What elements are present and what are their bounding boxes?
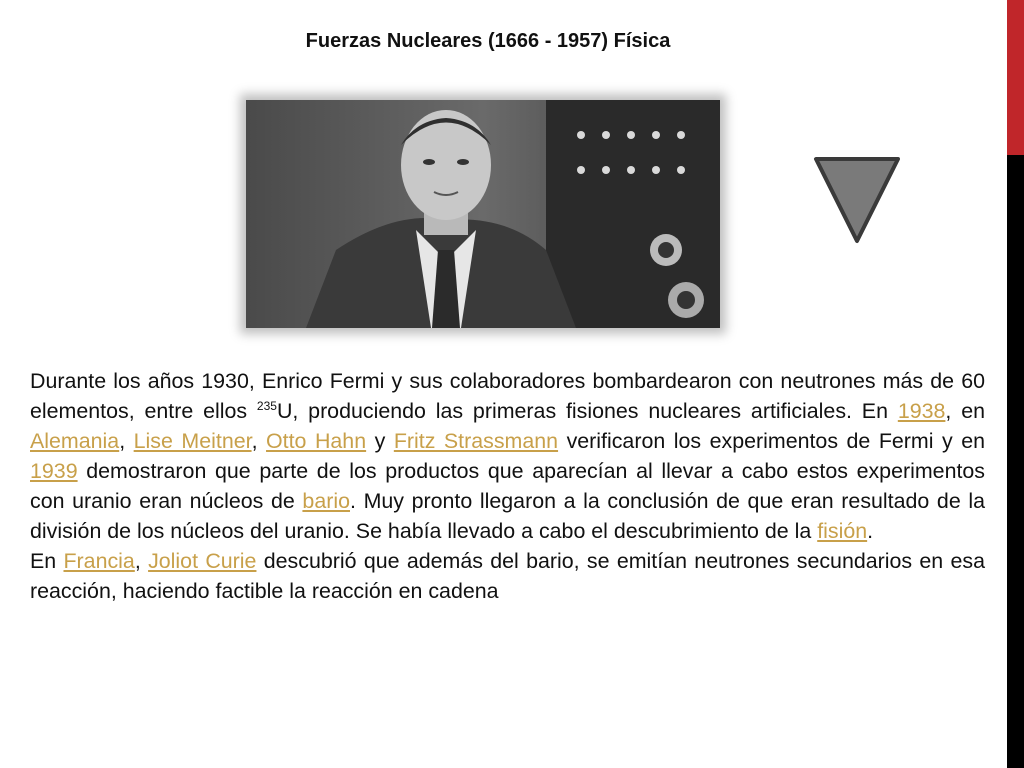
paragraph-1 <box>30 366 985 546</box>
link-1938[interactable]: 1938 <box>897 399 946 423</box>
link-bario[interactable]: bario <box>302 489 350 513</box>
link-1939[interactable]: 1939 <box>30 459 78 483</box>
text-run: verificaron los experimentos de Fermi y en <box>558 429 985 453</box>
link-alemania[interactable]: Alemania <box>30 429 120 453</box>
superscript-mass-number: 235 <box>256 398 277 413</box>
accent-bar-red <box>1007 0 1024 155</box>
down-triangle-icon <box>812 155 902 245</box>
text-run: , <box>134 549 149 573</box>
text-run: , <box>119 429 134 453</box>
accent-bar-black <box>1007 155 1024 768</box>
link-fritz-strassmann[interactable]: Fritz Strassmann <box>393 429 559 453</box>
slide-title: Fuerzas Nucleares (1666 - 1957) Física <box>305 30 671 52</box>
text-run: , en <box>945 399 985 423</box>
text-run: Durante los años 1930, Enrico Fermi y sus colaboradores bombardearon con neutrones más de 60 elementos, entre ellos <box>30 369 985 423</box>
text-run: descubrió que además del bario, se emitían neutrones secundarios en esa reacción, haciendo factible la reacción en cadena <box>30 549 986 603</box>
portrait-photo <box>246 100 720 328</box>
text-run: . <box>867 519 874 543</box>
text-run: U, produciendo las primeras fisiones nucleares artificiales. En <box>276 399 898 423</box>
link-joliot-curie[interactable]: Joliot Curie <box>148 549 257 573</box>
paragraph-2 <box>30 546 985 606</box>
text-run: . Muy pronto llegaron a la conclusión de que eran resultado de la división de los núcleos del uranio. Se había llevado a cabo el descubrimiento de la <box>30 489 985 543</box>
link-francia[interactable]: Francia <box>63 549 135 573</box>
link-lise-meitner[interactable]: Lise Meitner <box>133 429 252 453</box>
text-run: demostraron que parte de los productos que aparecían al llevar a cabo estos experimentos con uranio eran núcleos de <box>30 459 985 513</box>
body-text <box>30 366 985 606</box>
text-run: En <box>30 549 64 573</box>
link-otto-hahn[interactable]: Otto Hahn <box>266 429 367 453</box>
link-fision[interactable]: fisión <box>817 519 868 543</box>
text-run: , <box>251 429 267 453</box>
text-run: y <box>366 429 394 453</box>
